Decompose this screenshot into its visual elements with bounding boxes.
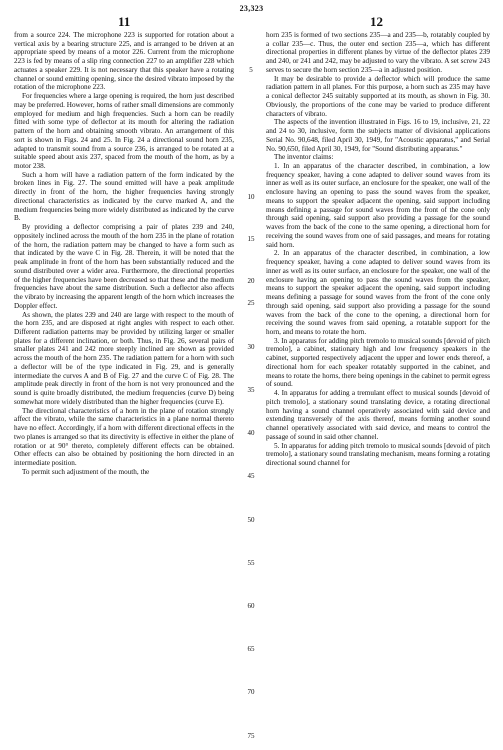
claim: 4. In apparatus for adding a tremulant effect to musical sounds [devoid of pitch tremolo], a stationary sound translating device, a rotating directional horn having a sound channel operatively associated with said device and extending transversely of the axis thereof, means forming another sound channel operatively associated with said device, and means to control the passage of sound in said other channel. bbox=[266, 389, 490, 441]
line-number: 15 bbox=[247, 235, 255, 243]
right-column-number: 12 bbox=[370, 14, 383, 29]
line-number: 45 bbox=[247, 472, 255, 480]
paragraph: By providing a deflector comprising a pair of plates 239 and 240, oppositely inclined across the mouth of the horn 235 in the plane of rotation of the horn, the radiation pattern may be changed to have a form such as that indicated by the wave C in Fig. 28. Therein, it will be noted that the peak amplitude in front of the horn has been substantially reduced and the sound distributed over a wider area. Furthermore, the directional properties of the higher frequencies have been decreased so that these and the medium frequencies have about the same distribution. Such a deflector also affects the vibrato by increasing the apparent length of the horn which increases the Doppler effect. bbox=[14, 223, 234, 310]
claim: 1. In an apparatus of the character described, in combination, a low frequency speaker, having a cone adapted to deliver sound waves from its inner as well as its outer surface, an enclosure for the speaker, one wall of the enclosure having an opening to pass the sound waves from the speaker, means to support the speaker adjacent the opening, said support including means defining a passage for sound waves from the front of the cone only through said opening, said support also providing a passage for the sound waves from the back of the cone to the same opening, a directional horn for receiving the sound waves from one of said passages, and means for rotating said horn. bbox=[266, 162, 490, 249]
line-number: 20 bbox=[247, 277, 255, 285]
line-number: 60 bbox=[247, 602, 255, 610]
line-number: 10 bbox=[247, 193, 255, 201]
paragraph: For frequencies where a large opening is required, the horn just described may be preferred. However, horns of rather small dimensions are commonly employed for medium and high frequencies. Such a horn can be readily fitted with some type of deflector at its mouth for altering the radiation pattern of the horn and obtaining smooth vibrato. An arrangement of this sort is shown in Figs. 24 and 25. In Fig. 24 a directional sound horn 235, adapted to transmit sound from a source 236, is arranged to be rotated at a suitable speed about axis 237, spaced from the mouth of the horn, as by a motor 238. bbox=[14, 92, 234, 171]
line-number: 70 bbox=[247, 688, 255, 696]
line-number: 40 bbox=[247, 429, 255, 437]
claim: 3. In apparatus for adding pitch tremolo to musical sounds [devoid of pitch tremolo], a cabinet, stationary high and low frequency speakers in the cabinet, supported respectively adjacent the upper and lower ends thereof, a directional horn for each speaker rotatably supported in the cabinet, and means to rotate the horns, there being openings in the cabinet to permit egress of sound. bbox=[266, 336, 490, 389]
claims-heading: The inventor claims: bbox=[274, 153, 334, 162]
left-column-number: 11 bbox=[118, 14, 131, 29]
line-number: 5 bbox=[249, 66, 253, 74]
line-number: 25 bbox=[247, 299, 255, 307]
line-number: 35 bbox=[247, 386, 255, 394]
left-text-column bbox=[14, 31, 234, 747]
line-number: 50 bbox=[247, 516, 255, 524]
paragraph: horn 235 is formed of two sections 235—a and 235—b, rotatably coupled by a collar 235—c. Thus, the outer end section 235—a, which has different directional properties in different planes by virtue of the deflector plates 239 and 240, or 241 and 242, may be adjusted to vary the vibrato. A set screw 243 serves to secure the horn section 235—a in adjusted position. bbox=[266, 31, 490, 74]
paragraph: To permit such adjustment of the mouth, the bbox=[22, 467, 150, 476]
paragraph: It may be desirable to provide a deflector which will produce the same radiation pattern in all planes. For this purpose, a horn such as 235 may have a conical deflector 245 suitably supported at its mouth, as shown in Fig. 30. Obviously, the proportions of the cone may be varied to produce different characters of vibrato. bbox=[266, 74, 490, 118]
line-number: 65 bbox=[247, 645, 255, 653]
paragraph: As shown, the plates 239 and 240 are large with respect to the mouth of the horn 235, and are disposed at right angles with respect to each other. Different radiation patterns may be provided by utilizing larger or smaller plates for a different inclination, or both. Thus, in Fig. 26, several pairs of smaller plates 241 and 242 more steeply inclined are shown as provided across the mouth of the horn 235. The radiation pattern for a horn with such a deflector will be of the type indicated in Fig. 29, and is generally intermediate the curves A and B of Fig. 27 and the curve C of Fig. 28. The amplitude peak directly in front of the horn is not very pronounced and the sound is quite broadly distributed, the medium frequencies (curve D) being somewhat more widely distributed than the higher frequencies (curve E). bbox=[14, 310, 234, 406]
patent-number: 23,323 bbox=[239, 4, 264, 13]
line-number: 30 bbox=[247, 343, 255, 351]
paragraph: The directional characteristics of a horn in the plane of rotation strongly affect the vibrato, while the same characteristics in a plane normal thereto have no effect. Accordingly, if a horn with different directional effects in the two planes is arranged so that its directivity is effective in either the plane of rotation or at 90° thereto, completely different effects can be obtained. Other effects can also be obtained by positioning the horn directed in an intermediate position. bbox=[14, 406, 234, 467]
claim: 2. In an apparatus of the character described, in combination, a low frequency speaker, having a cone adapted to deliver sound waves from its inner as well as its outer surface, an enclosure for the speaker, one wall of the enclosure having an opening to pass the sound waves from the speaker, means to support the speaker adjacent the opening, said support including means defining a passage for sound waves from the front of the cone only through said opening, said support also providing a passage for the sound waves from the back of the cone to the opening, a directional horn for receiving the sound waves from said opening, a rotatable support for the horn, and means to rotate the horn. bbox=[266, 249, 490, 336]
paragraph: from a source 224. The microphone 223 is supported for rotation about a vertical axis by a bearing structure 225, and is arranged to be driven at an appropriate speed by means of a motor 226. Current from the microphone 223 is fed by means of a slip ring connection 227 to an amplifier 228 which actuates a speaker 229. It is not necessary that this speaker have a rotating channel or sound emitting opening, since the desired vibrato imposed by the rotation of the microphone 223. bbox=[14, 31, 234, 92]
line-number: 75 bbox=[247, 732, 255, 740]
paragraph: The aspects of the invention illustrated in Figs. 16 to 19, inclusive, 21, 22 and 24 to 30, inclusive, form the subjects matter of divisional applications Serial No. 90,648, filed April 30, 1949, for "Acoustic apparatus," and Serial No. 90,650, filed April 30, 1949, for "Sound distributing apparatus." bbox=[266, 118, 490, 153]
right-text-column bbox=[266, 31, 490, 747]
paragraph: Such a horn will have a radiation pattern of the form indicated by the broken lines in Fig. 27. The sound emitted will have a peak amplitude directly in front of the horn, the higher frequencies having strongly directional characteristics as indicated by the curve marked A, and the medium frequencies being more widely distributed as indicated by the curve B. bbox=[14, 170, 234, 223]
line-number-gutter bbox=[239, 31, 263, 747]
line-number: 55 bbox=[247, 559, 255, 567]
claim: 5. In apparatus for adding pitch tremolo to musical sounds [devoid of pitch tremolo], a stationary sound translating mechanism, means forming a rotating directional sound channel for bbox=[266, 441, 490, 467]
